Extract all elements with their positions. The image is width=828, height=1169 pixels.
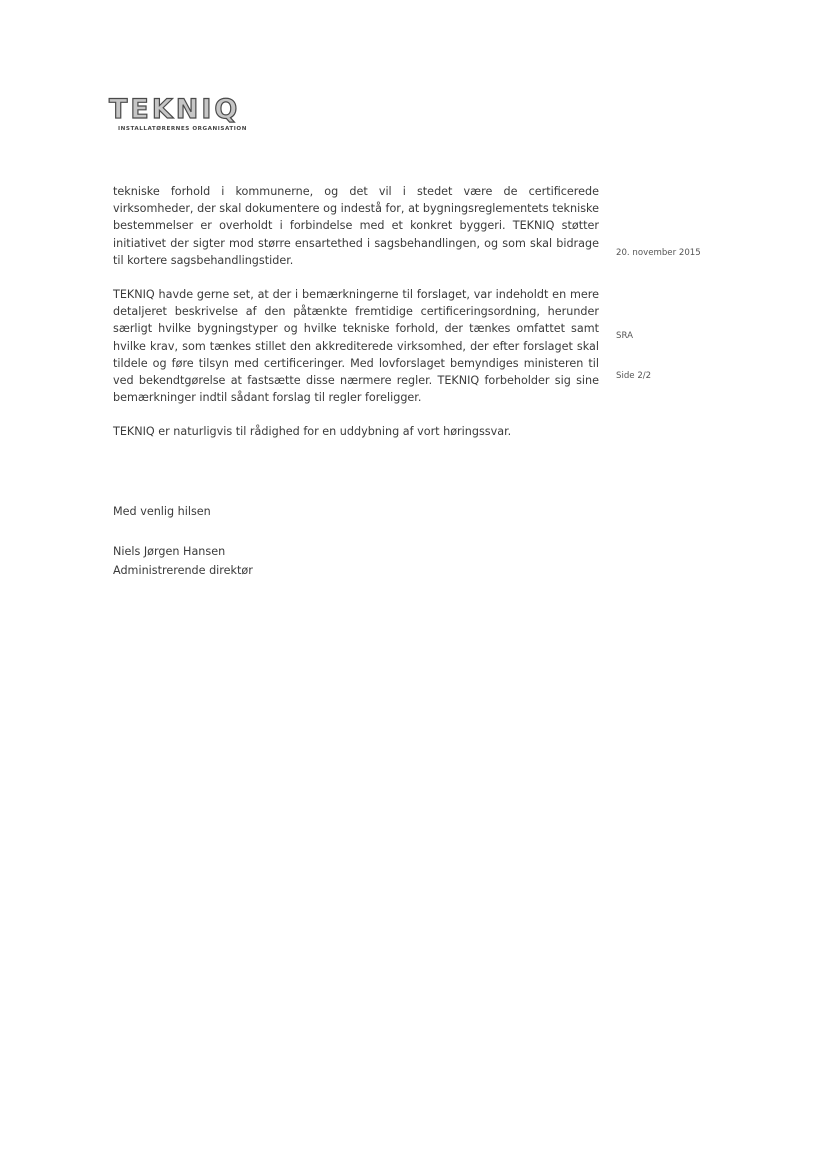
- signer-title: Administrerende direktør: [113, 564, 253, 577]
- paragraph-1: tekniske forhold i kommunerne, og det vil i stedet være de certificerede virksomheder, der skal dokumentere og indestå for, at bygningsreglementets tekniske bestemmelser er overholdt i forbindelse med et konkret byggeri. TEKNIQ støtter initiativet der sigter mod større ensartethed i sagsbehandlingen, og som skal bidrage til kortere sagsbehandlingstider.: [113, 185, 599, 267]
- logo-tagline: INSTALLATØRERNES ORGANISATION: [118, 126, 247, 132]
- letter-body: [113, 183, 599, 441]
- letter-date: 20. november 2015: [616, 248, 701, 258]
- page-number: Side 2/2: [616, 371, 652, 381]
- logo-wordmark: TEKNIQ: [109, 94, 241, 125]
- sender-initials: SRA: [616, 331, 633, 341]
- paragraph-2: TEKNIQ havde gerne set, at der i bemærkningerne til forslaget, var indeholdt en mere detaljeret beskrivelse af den påtænkte fremtidige certificeringsordning, herunder særligt hvilke bygningstyper og hvilke tekniske forhold, der tænkes omfattet samt hvilke krav, som tænkes stillet den akkrediterede virksomhed, der efter forslaget skal tildele og føre tilsyn med certificeringer. Med lovforslaget bemyndiges ministeren til ved bekendtgørelse at fastsætte disse nærmere regler. TEKNIQ forbeholder sig sine bemærkninger indtil sådant forslag til regler foreligger.: [113, 288, 599, 405]
- signer-name: Niels Jørgen Hansen: [113, 545, 226, 558]
- closing-greeting: Med venlig hilsen: [113, 505, 211, 518]
- paragraph-3: TEKNIQ er naturligvis til rådighed for en uddybning af vort høringssvar.: [113, 425, 512, 439]
- tekniq-logo: [109, 96, 269, 140]
